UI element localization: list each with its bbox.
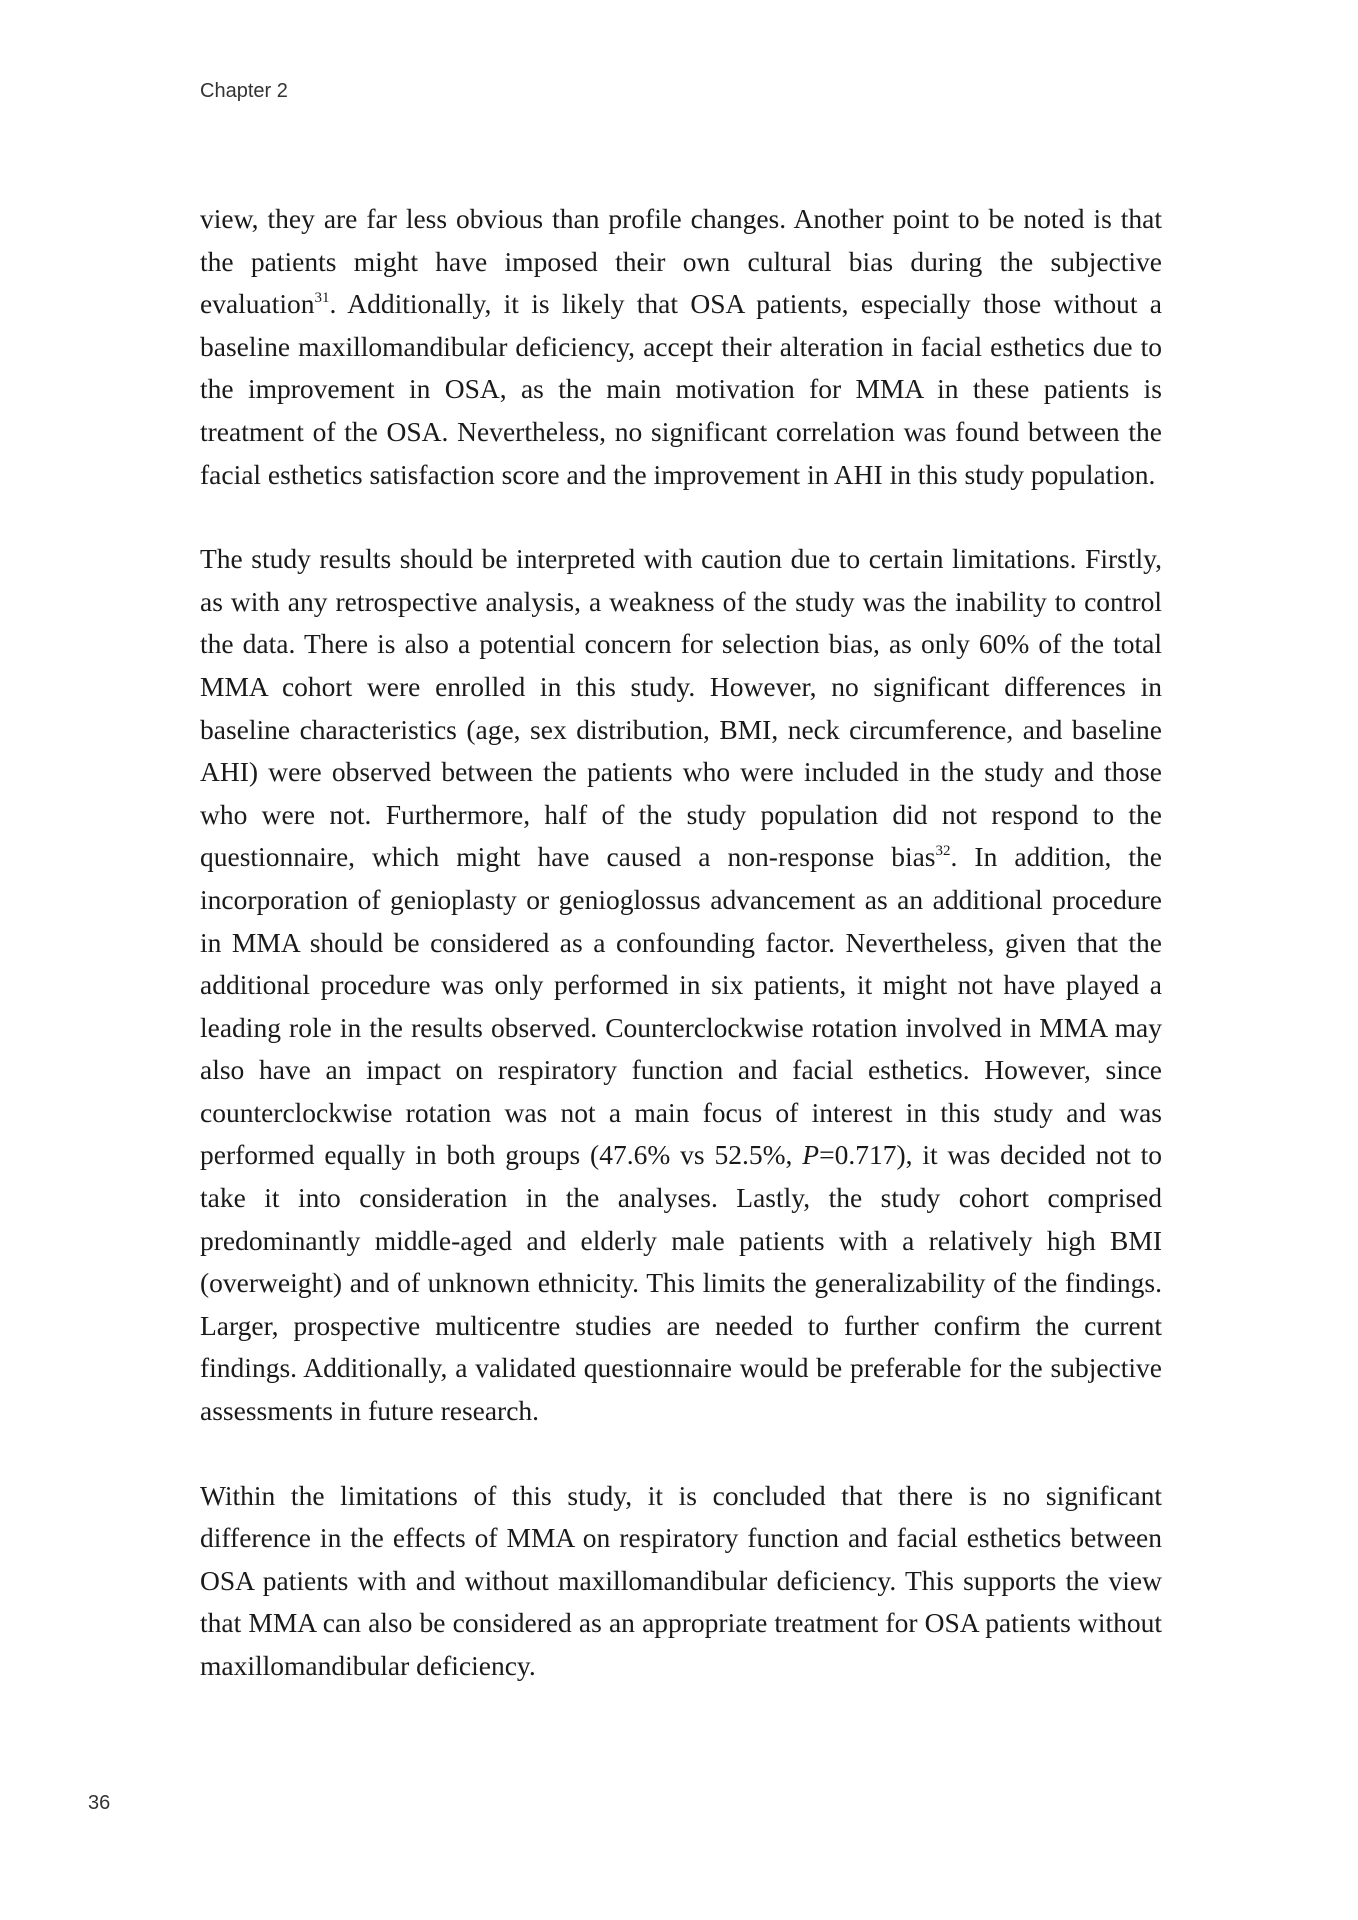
paragraph-discussion-esthetics [200,198,1162,496]
p-value-symbol: P [802,1139,820,1171]
paragraph-text: =0.717), it was decided not to take it into consideration in the analyses. Lastly, the study cohort comprised predominantly middle-aged and elderly male patients with a relatively high BMI (overweight) and of unknown ethnicity. This limits the generalizability of the findings. Larger, prospective multicentre studies are needed to further confirm the current findings. Additionally, a validated questionnaire would be preferable for the subjective assessments in future research. [200,1139,1162,1427]
paragraph-conclusion [200,1475,1162,1688]
paragraph-text: . Additionally, it is likely that OSA patients, especially those without a baseline maxillomandibular deficiency, accept their alteration in facial esthetics due to the improvement in OSA, as the main motivation for MMA in these patients is treatment of the OSA. Nevertheless, no significant correlation was found between the facial esthetics satisfaction score and the improvement in AHI in this study population. [200,288,1162,490]
paragraph-text: Within the limitations of this study, it is concluded that there is no significant difference in the effects of MMA on respiratory function and facial esthetics between OSA patients with and without maxillomandibular deficiency. This supports the view that MMA can also be considered as an appropriate treatment for OSA patients without maxillomandibular deficiency. [200,1479,1162,1681]
paragraph-limitations [200,538,1162,1432]
page-number: 36 [88,1792,111,1814]
body-text [200,198,1162,1730]
paragraph-text: view, they are far less obvious than profile changes. Another point to be noted is that the patients might have imposed their own cultural bias during the subjective evaluation [200,203,1162,320]
paragraph-text: The study results should be interpreted with caution due to certain limitations. Firstly, as with any retrospective analysis, a weakness of the study was the inability to control the data. There is also a potential concern for selection bias, as only 60% of the total MMA cohort were enrolled in this study. However, no significant differences in baseline characteristics (age, sex distribution, BMI, neck circumference, and baseline AHI) were observed between the patients who were included in the study and those who were not. Furthermore, half of the study population did not respond to the questionnaire, which might have caused a non-response bias [200,543,1162,873]
running-header: Chapter 2 [200,80,288,102]
reference-superscript: 31 [314,290,330,307]
reference-superscript: 32 [935,843,951,860]
paragraph-text: . In addition, the incorporation of genioplasty or genioglossus advancement as an additional procedure in MMA should be considered as a confounding factor. Nevertheless, given that the additional procedure was only performed in six patients, it might not have played a leading role in the results observed. Counterclockwise rotation involved in MMA may also have an impact on respiratory function and facial esthetics. However, since counterclockwise rotation was not a main focus of interest in this study and was performed equally in both groups (47.6% vs 52.5%, [200,841,1162,1171]
